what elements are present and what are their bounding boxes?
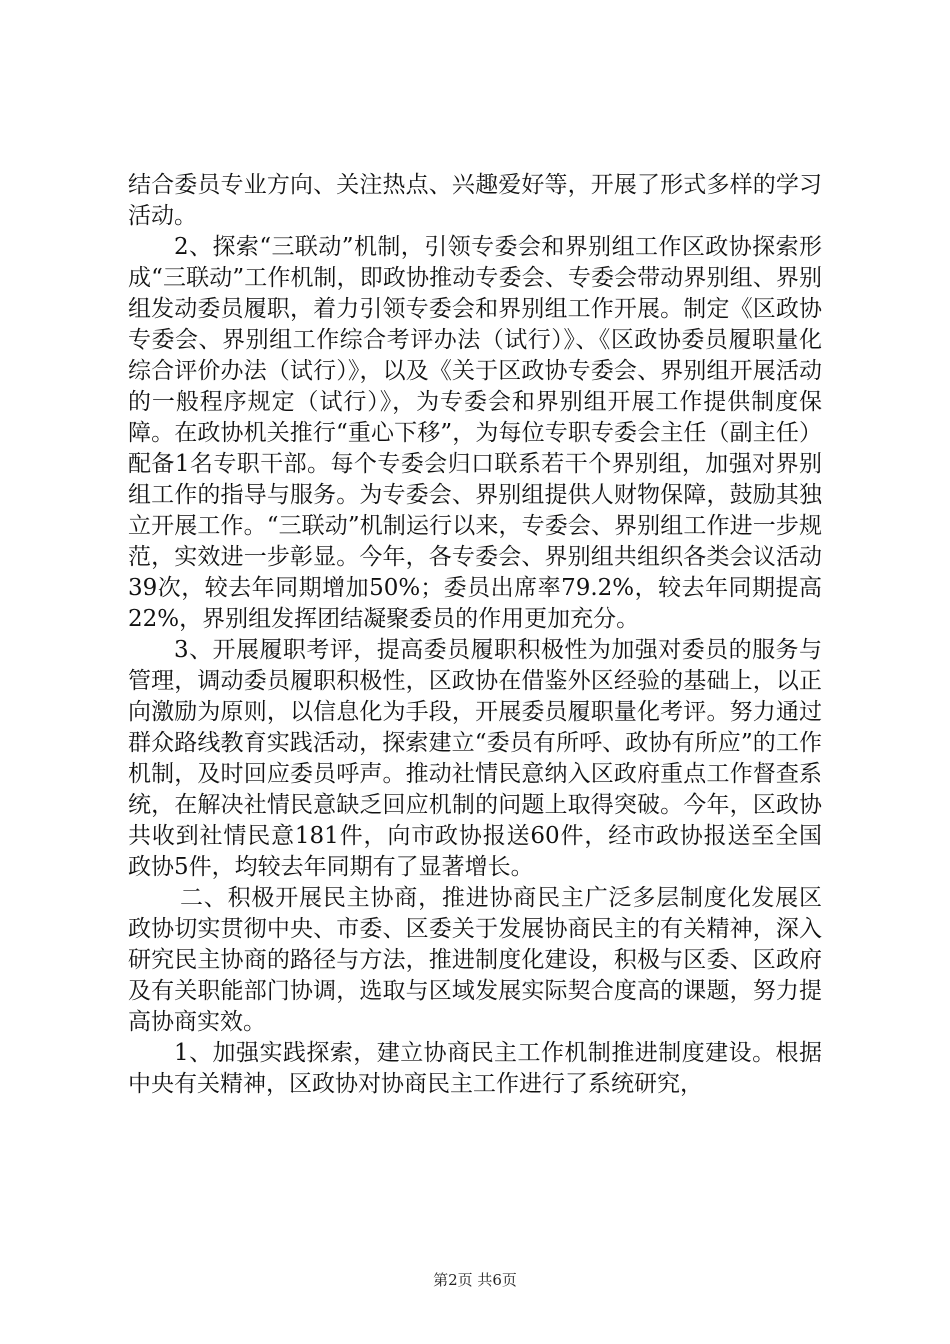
paragraph-democratic-consultation: 二、积极开展民主协商，推进协商民主广泛多层制度化发展区政协切实贯彻中央、市委、区委关于发展协商民主的有关精神，深入研究民主协商的路径与方法，推进制度化建设，积极与区委、区政府及有关职能部门协调，选取与区域发展实际契合度高的课题，努力提高协商实效。 bbox=[128, 885, 822, 1035]
page-number-footer: 第2页 共6页 bbox=[433, 1271, 517, 1289]
paragraph-continuation: 结合委员专业方向、关注热点、兴趣爱好等，开展了形式多样的学习活动。 bbox=[128, 172, 822, 229]
paragraph-performance-evaluation: 3、开展履职考评，提高委员履职积极性为加强对委员的服务与管理，调动委员履职积极性，区政协在借鉴外区经验的基础上，以正向激励为原则，以信息化为手段，开展委员履职量化考评。努力通过群众路线教育实践活动，探索建立“委员有所呼、政协有所应”的工作机制，及时回应委员呼声。推动社情民意纳入区政府重点工作督查系统，在解决社情民意缺乏回应机制的问题上取得突破。今年，区政协共收到社情民意181件，向市政协报送60件，经市政协报送至全国政协5件，均较去年同期有了显著增长。 bbox=[128, 637, 822, 880]
body-text bbox=[128, 170, 822, 1100]
paragraph-three-linkage: 2、探索“三联动”机制，引领专委会和界别组工作区政协探索形成“三联动”工作机制，即政协推动专委会、专委会带动界别组、界别组发动委员履职，着力引领专委会和界别组工作开展。制定《区政协专委会、界别组工作综合考评办法（试行）》、《区政协委员履职量化综合评价办法（试行）》，以及《关于区政协专委会、界别组开展活动的一般程序规定（试行）》，为专委会和界别组开展工作提供制度保障。在政协机关推行“重心下移”，为每位专职专委会主任（副主任）配备1名专职干部。每个专委会归口联系若干个界别组，加强对界别组工作的指导与服务。为专委会、界别组提供人财物保障，鼓励其独立开展工作。“三联动”机制运行以来，专委会、界别组工作进一步规范，实效进一步彰显。今年，各专委会、界别组共组织各类会议活动39次，较去年同期增加50%；委员出席率79.2%，较去年同期提高22%，界别组发挥团结凝聚委员的作用更加充分。 bbox=[128, 234, 822, 632]
paragraph-practice-exploration: 1、加强实践探索，建立协商民主工作机制推进制度建设。根据中央有关精神，区政协对协商民主工作进行了系统研究， bbox=[128, 1040, 822, 1097]
